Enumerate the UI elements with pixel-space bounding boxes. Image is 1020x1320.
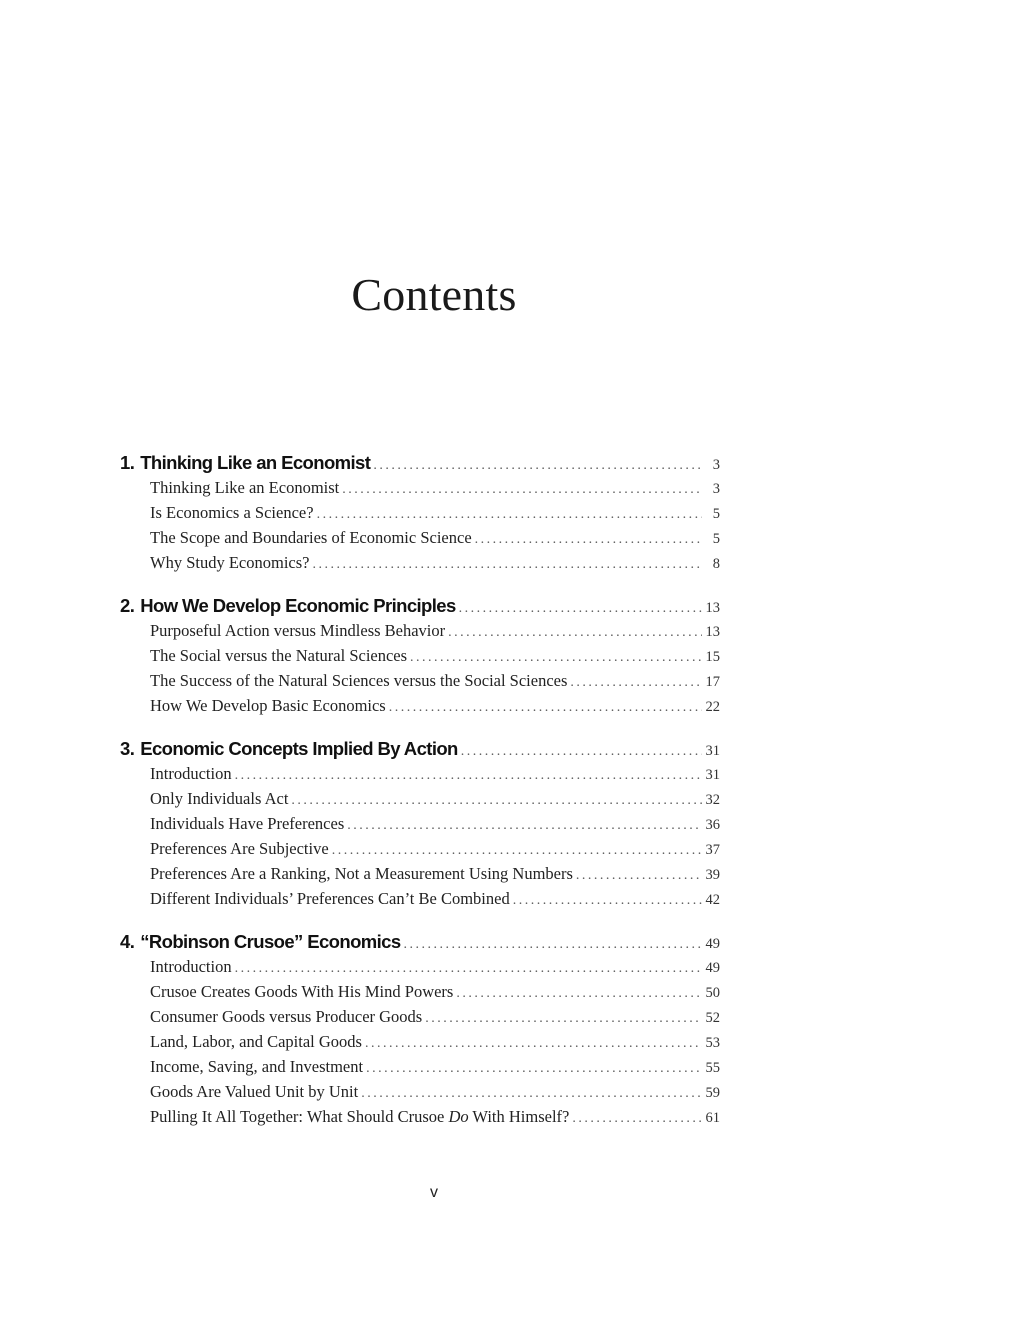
entry-page-number: 31	[705, 767, 720, 783]
chapter-title: Economic Concepts Implied By Action	[140, 738, 458, 759]
entry-page-number: 50	[705, 985, 720, 1001]
toc-entry[interactable]	[120, 478, 720, 503]
chapter-heading[interactable]	[120, 738, 720, 764]
entry-title: Introduction	[150, 764, 232, 783]
page-title: Contents	[351, 269, 517, 320]
dot-leader	[365, 1036, 702, 1052]
toc-entry[interactable]	[120, 621, 720, 646]
chapter-3	[120, 738, 720, 914]
dot-leader	[317, 507, 702, 523]
page-folio: v	[430, 1184, 438, 1201]
entry-title: Preferences Are a Ranking, Not a Measurement Using Numbers	[150, 864, 573, 883]
entry-title: The Scope and Boundaries of Economic Science	[150, 528, 472, 547]
toc-entry[interactable]	[120, 957, 720, 982]
toc-entry[interactable]	[120, 671, 720, 696]
dot-leader	[456, 986, 701, 1002]
chapter-page-number: 3	[712, 457, 720, 473]
toc-entry[interactable]	[120, 839, 720, 864]
entry-title: Thinking Like an Economist	[150, 478, 340, 497]
toc-entry[interactable]	[120, 1057, 720, 1082]
entry-title: How We Develop Basic Economics	[150, 696, 386, 715]
dot-leader	[513, 893, 702, 909]
entry-page-number: 36	[705, 817, 720, 833]
entry-title: The Social versus the Natural Sciences	[150, 646, 408, 665]
dot-leader	[570, 675, 701, 691]
toc-entry[interactable]	[120, 1032, 720, 1057]
entry-title: Preferences Are Subjective	[150, 839, 329, 858]
dot-leader	[291, 793, 701, 809]
chapter-page-number: 49	[705, 936, 720, 952]
dot-leader	[475, 532, 702, 548]
entry-page-number: 55	[705, 1060, 720, 1076]
dot-leader	[448, 625, 701, 641]
chapter-heading[interactable]	[120, 595, 720, 621]
chapter-number: 3.	[120, 738, 135, 759]
entry-page-number: 17	[705, 674, 720, 690]
chapter-number: 4.	[120, 931, 135, 952]
entry-page-number: 53	[705, 1035, 720, 1051]
entry-title: Individuals Have Preferences	[150, 814, 345, 833]
entry-title-end: With Himself?	[468, 1107, 570, 1126]
dot-leader	[373, 458, 702, 474]
toc-entry[interactable]	[120, 1007, 720, 1032]
dot-leader	[576, 868, 702, 884]
entry-title-start: Pulling It All Together: What Should Crusoe	[150, 1107, 449, 1126]
dot-leader	[389, 700, 702, 716]
dot-leader	[347, 818, 701, 834]
dot-leader	[332, 843, 702, 859]
entry-page-number: 49	[705, 960, 720, 976]
chapter-title: Thinking Like an Economist	[140, 452, 371, 473]
dot-leader	[572, 1111, 701, 1127]
toc-entry[interactable]	[120, 889, 720, 914]
chapter-4	[120, 931, 720, 1132]
toc-entry[interactable]	[120, 696, 720, 721]
dot-leader	[461, 744, 702, 760]
toc-entry[interactable]	[120, 789, 720, 814]
entry-title: Why Study Economics?	[150, 553, 310, 572]
entry-page-number: 5	[712, 531, 720, 547]
chapter-title: “Robinson Crusoe” Economics	[140, 931, 401, 952]
entry-title: Purposeful Action versus Mindless Behavior	[150, 621, 446, 640]
dot-leader	[404, 937, 702, 953]
dot-leader	[366, 1061, 701, 1077]
entry-page-number: 61	[705, 1110, 720, 1126]
entry-title: Introduction	[150, 957, 232, 976]
toc-entry[interactable]	[120, 528, 720, 553]
dot-leader	[425, 1011, 701, 1027]
entry-page-number: 59	[705, 1085, 720, 1101]
toc-entry[interactable]	[120, 646, 720, 671]
toc-entry[interactable]	[120, 503, 720, 528]
toc-entry[interactable]	[120, 1107, 720, 1132]
chapter-title: How We Develop Economic Principles	[140, 595, 456, 616]
chapter-1	[120, 452, 720, 578]
chapter-number: 2.	[120, 595, 135, 616]
entry-title: Income, Saving, and Investment	[150, 1057, 364, 1076]
dot-leader	[235, 768, 702, 784]
entry-page-number: 52	[705, 1010, 720, 1026]
chapter-page-number: 13	[705, 600, 720, 616]
chapter-number: 1.	[120, 452, 135, 473]
entry-page-number: 15	[705, 649, 720, 665]
toc-entry[interactable]	[120, 553, 720, 578]
entry-title-emphasis: Do	[448, 1107, 469, 1126]
entry-title: Crusoe Creates Goods With His Mind Powers	[150, 982, 454, 1001]
dot-leader	[342, 482, 702, 498]
toc-entry[interactable]	[120, 1082, 720, 1107]
chapter-page-number: 31	[705, 743, 720, 759]
entry-page-number: 37	[705, 842, 720, 858]
dot-leader	[312, 557, 702, 573]
entry-page-number: 22	[705, 699, 720, 715]
dot-leader	[361, 1086, 701, 1102]
entry-page-number: 5	[712, 506, 720, 522]
entry-title: Consumer Goods versus Producer Goods	[150, 1007, 423, 1026]
dot-leader	[459, 601, 702, 617]
toc-entry[interactable]	[120, 764, 720, 789]
entry-title: Different Individuals’ Preferences Can’t Be Combined	[150, 889, 510, 908]
entry-title: Land, Labor, and Capital Goods	[150, 1032, 362, 1051]
dot-leader	[410, 650, 701, 666]
chapter-heading[interactable]	[120, 931, 720, 957]
entry-page-number: 32	[705, 792, 720, 808]
entry-page-number: 39	[705, 867, 720, 883]
entry-title: Goods Are Valued Unit by Unit	[150, 1082, 359, 1101]
dot-leader	[235, 961, 702, 977]
entry-title	[150, 1107, 569, 1127]
entry-page-number: 3	[712, 481, 720, 497]
entry-page-number: 13	[705, 624, 720, 640]
toc-entry[interactable]	[120, 814, 720, 839]
entry-title: Only Individuals Act	[150, 789, 289, 808]
table-of-contents	[120, 452, 720, 1149]
entry-title: Is Economics a Science?	[150, 503, 314, 522]
toc-entry[interactable]	[120, 864, 720, 889]
entry-page-number: 8	[712, 556, 720, 572]
chapter-2	[120, 595, 720, 721]
toc-entry[interactable]	[120, 982, 720, 1007]
chapter-heading[interactable]	[120, 452, 720, 478]
entry-title: The Success of the Natural Sciences versus the Social Sciences	[150, 671, 568, 690]
entry-page-number: 42	[705, 892, 720, 908]
